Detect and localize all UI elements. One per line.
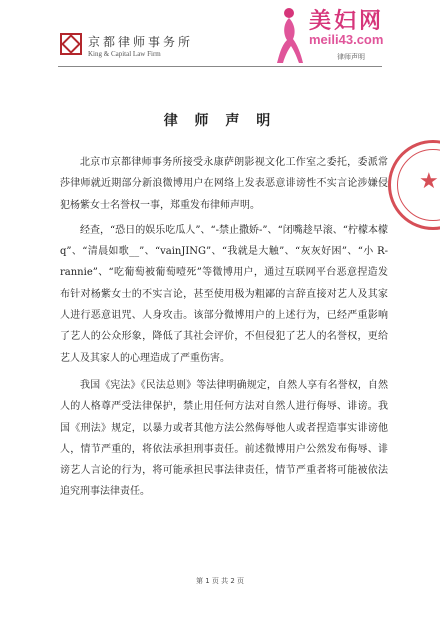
page-number: 第 1 页 共 2 页 — [195, 577, 245, 585]
paragraph-legal-basis: 我国《宪法》《民法总则》等法律明确规定，自然人享有名誉权，自然人的人格尊严受法律保护，禁止用任何方法对自然人进行侮辱、诽谤。我国《刑法》规定，以暴力或者其他方法公然侮辱他人或者捏造事实诽谤他人，情节严重的，将依法承担刑事责任。前述微博用户公然发布侮辱、诽谤艺人言论的行为，将可能承担民事法律责任，情节严重者将可能被依法追究刑事法律责任。 — [60, 379, 388, 498]
paragraph-findings: 经查，“恐日的娱乐吃瓜人”、“-禁止撒娇-”、“闭嘴趁早滚、“柠檬本檬 q”、“清晨如歌__”、“vainJING”、“我就是大触”、“灰灰好困”、“小 R-rannie”、“吃葡萄被葡萄噎死”等微博用户，通过互联网平台恶意捏造发布针对杨紫女士的不实言论，甚至使用极为粗鄙的言辞直接对艺人及其家人进行恶意诅咒、人身攻击。该部分微博用户的上述行为，已经严重影响了艺人的公众形象，降低了其社会评价，不但侵犯了艺人的名誉权，更给艺人及其家人的心理造成了严重伤害。 — [60, 224, 388, 364]
official-seal-stamp: ★ — [388, 140, 440, 230]
statement-body — [60, 152, 388, 503]
header-doc-type: 律师声明 — [337, 53, 365, 61]
firm-name-en: King & Capital Law Firm — [88, 50, 161, 58]
paragraph-intro: 北京市京都律师事务所接受永康萨朗影视文化工作室之委托，委派常莎律师就近期部分新浪微博用户在网络上发表恶意诽谤性不实言论涉嫌侵犯杨紫女士名誉权一事，郑重发布律师声明。 — [60, 157, 388, 211]
page-title: 律 师 声 明 — [163, 113, 277, 129]
firm-name-cn: 京都律师事务所 — [88, 35, 194, 49]
watermark-figure-icon — [273, 6, 303, 64]
watermark-site-name: 美妇网 — [309, 9, 385, 34]
header-divider — [58, 66, 382, 67]
firm-logo-icon — [60, 33, 82, 55]
watermark-site-url: meili43.com — [309, 32, 384, 47]
